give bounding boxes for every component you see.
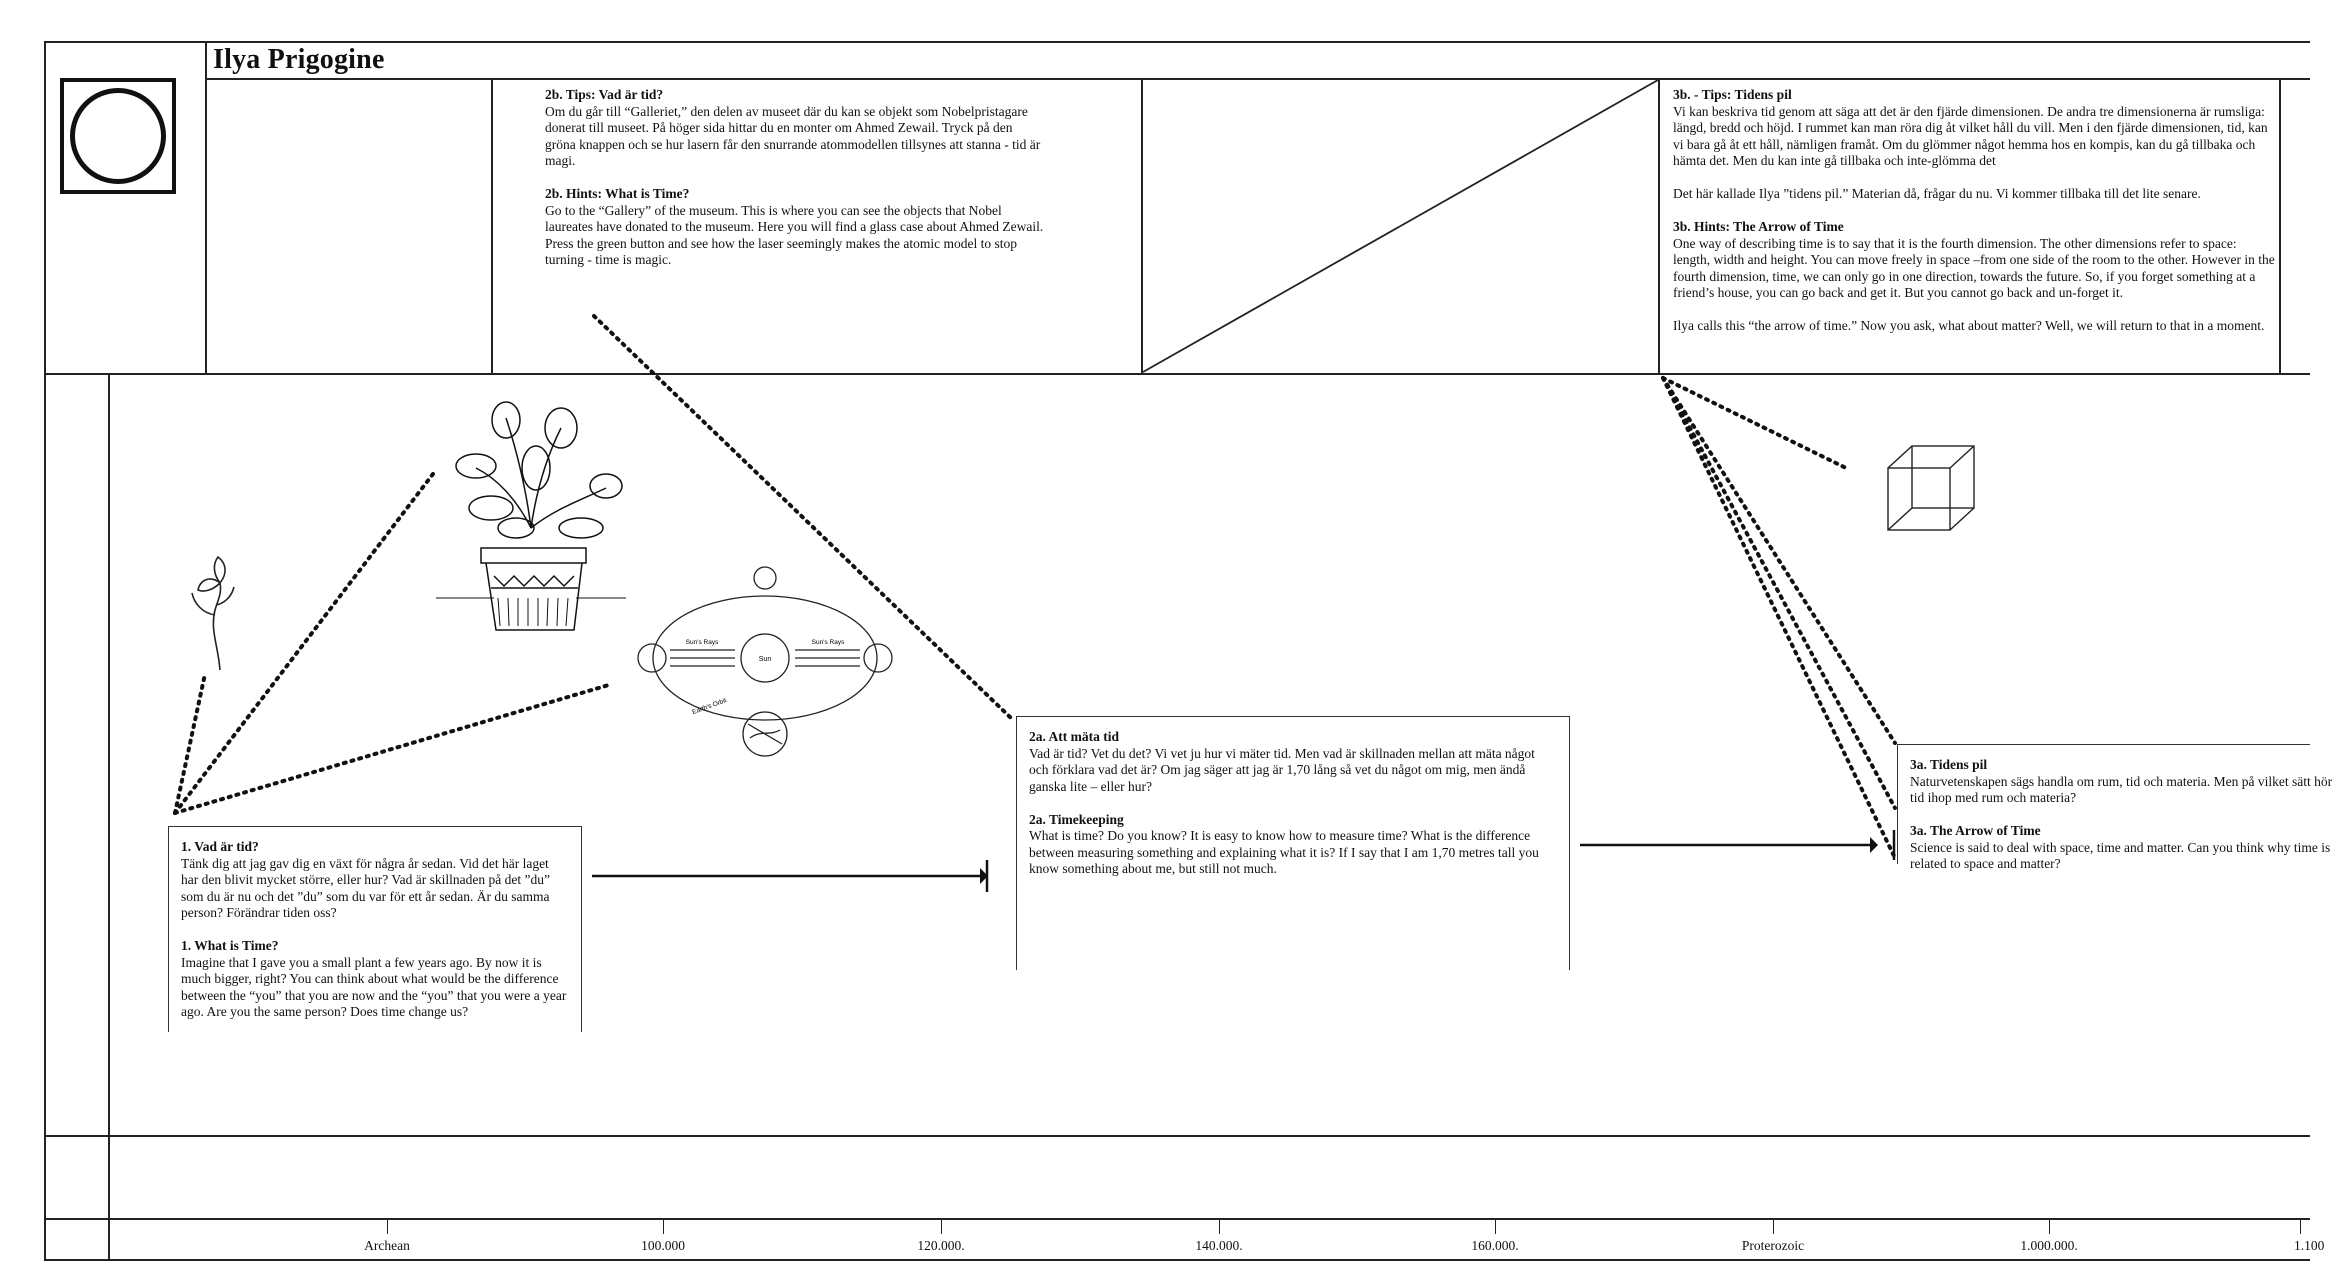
- card-2a-en-title: 2a. Timekeeping: [1029, 811, 1124, 827]
- tips-3b-body-2: Det här kallade Ilya ”tidens pil.” Materian då, frågar du nu. Vi kommer tillbaka till det lite senare.: [1673, 186, 2201, 201]
- timeline-tick-label: 120.000.: [917, 1238, 965, 1253]
- potted-plant-illustration: [436, 398, 626, 638]
- hints-3b-title: 3b. Hints: The Arrow of Time: [1673, 219, 1844, 234]
- hints-3b-body-2: Ilya calls this “the arrow of time.” Now you ask, what about matter? Well, we will return to that in a moment.: [1673, 318, 2265, 333]
- card-1-sv-title: 1. Vad är tid?: [181, 839, 259, 854]
- card-3a-sv-body: Naturvetenskapen sägs handla om rum, tid och materia. Men på vilket sätt hör tid ihop med rum och materia?: [1910, 773, 2333, 805]
- timeline-tick-label: 160.000.: [1471, 1238, 1519, 1253]
- card-3a-sv-title: 3a. Tidens pil: [1910, 757, 1988, 772]
- card-2a-sv-title: 2a. Att mäta tid: [1029, 729, 1119, 744]
- tips-3b-block: [1673, 87, 2277, 335]
- tips-2b-block: [545, 87, 1045, 269]
- tick-mark: [387, 1220, 388, 1234]
- tick-mark: [2300, 1220, 2301, 1234]
- card-1-what-is-time: [168, 826, 582, 1032]
- timeline-tick-label: 1.000.000.: [2020, 1238, 2078, 1253]
- timeline-tick-label: Archean: [364, 1238, 410, 1253]
- tick-mark: [1219, 1220, 1220, 1234]
- timeline-tick-label: 100.000: [641, 1238, 685, 1253]
- sprout-illustration: [180, 545, 250, 675]
- tick-mark: [2049, 1220, 2050, 1234]
- hints-2b-title: 2b. Hints: What is Time?: [545, 186, 690, 201]
- earth-orbit-label: Earth's Orbit: [691, 697, 728, 717]
- timeline-tick-label: 140.000.: [1195, 1238, 1243, 1253]
- card-3a-en-body: Science is said to deal with space, time and matter. Can you think why time is related to space and matter?: [1910, 839, 2331, 871]
- earth-orbit-illustration: [630, 558, 890, 768]
- tips-3b-body: Vi kan beskriva tid genom att säga att det är den fjärde dimensionen. De andra tre dimensionerna är rumsliga: längd, bredd och höjd. I rummet kan man röra dig åt vilket håll du vill. Men i den fjärde dimensionen, tid, kan vi bara gå åt ett håll, nämligen framåt. Om du glömmer något hemma hos en kompis, kan du gå tillbaka och hämta det. Men du kan inte gå tillbaka och inte-glömma det: [1673, 103, 2268, 168]
- sun-rays-left-label: Sun's Rays: [685, 639, 719, 646]
- tips-2b-title: 2b. Tips: Vad är tid?: [545, 87, 664, 102]
- tick-mark: [1495, 1220, 1496, 1234]
- hints-3b-body: One way of describing time is to say that it is the fourth dimension. The other dimensions refer to space: length, width and height. You can move freely in space –from one side of the room to the other. However in the fourth dimension, time, we can only go in one direction, towards the future. So, if you forget something at a friend’s house, you can go back and get it. But you cannot go back and un-forget it.: [1673, 235, 2275, 300]
- cube-illustration: [1880, 438, 1990, 538]
- card-2a-timekeeping: [1016, 716, 1570, 970]
- card-3a-arrow-of-time: [1897, 744, 2333, 871]
- sun-label: Sun: [758, 656, 772, 663]
- tick-mark: [663, 1220, 664, 1234]
- card-1-en-body: Imagine that I gave you a small plant a few years ago. By now it is much bigger, right? You can think about what would be the difference between the “you” that you are now and the “you” that you were a year ago. Are you the same person? Does time change us?: [181, 954, 567, 1019]
- tips-3b-title: 3b. - Tips: Tidens pil: [1673, 87, 1792, 102]
- timeline-tick-label: Proterozoic: [1741, 1238, 1805, 1253]
- tips-2b-body: Om du går till “Galleriet,” den delen av museet där du kan se objekt som Nobelpristagare donerat till museet. På höger sida hittar du en monter om Ahmed Zewail. Tryck på den gröna knappen och se hur lasern får den snurrande atommodellen tillsynes att stanna - tid är magi.: [545, 103, 1041, 168]
- card-1-en-title: 1. What is Time?: [181, 938, 279, 953]
- timeline-tick-label: 1.100: [2294, 1238, 2325, 1253]
- tick-mark: [941, 1220, 942, 1234]
- card-3a-en-title: 3a. The Arrow of Time: [1910, 823, 2041, 838]
- page-title: Ilya Prigogine: [213, 44, 385, 75]
- card-1-sv-body: Tänk dig att jag gav dig en växt för några år sedan. Vid det här laget har den blivit mycket större, eller hur? Vad är skillnaden på det ”du” som du är nu och det ”du” som du var för ett år sedan. Är du samma person? Förändrar tiden oss?: [181, 855, 550, 920]
- sun-rays-right-label: Sun's Rays: [811, 639, 845, 646]
- tick-mark: [1773, 1220, 1774, 1234]
- card-2a-en-body: What is time? Do you know? It is easy to know how to measure time? What is the difference between measuring something and explaining what it is? If I say that I am 1,70 metres tall you know something about me, but still not much.: [1029, 828, 1539, 876]
- hints-2b-body: Go to the “Gallery” of the museum. This is where you can see the objects that Nobel laureates have donated to the museum. Here you will find a glass case about Ahmed Zewail. Press the green button and see how the laser seemingly makes the atomic model to stop turning - time is magic.: [545, 202, 1044, 267]
- card-2a-sv-body: Vad är tid? Vet du det? Vi vet ju hur vi mäter tid. Men vad är skillnaden mellan att mäta något och förklara vad det är? Om jag säger att jag är 1,70 lång så vet du något om mig, men ändå ganska lite – eller hur?: [1029, 745, 1535, 794]
